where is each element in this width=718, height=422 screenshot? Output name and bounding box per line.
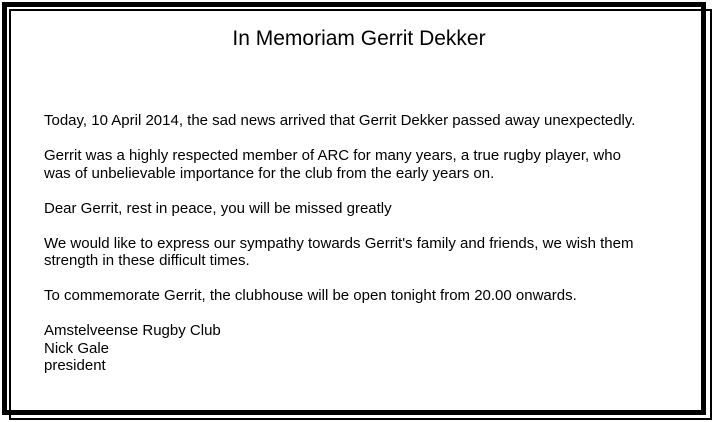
text-line: Today, 10 April 2014, the sad news arrived that Gerrit Dekker passed away unexpectedly. <box>44 112 636 129</box>
paragraph-farewell <box>44 200 688 218</box>
text-line: was of unbelievable importance for the club from the early years on. <box>44 164 495 182</box>
signature-block <box>44 322 688 375</box>
paragraph-announcement <box>44 112 688 130</box>
signature-role: president <box>44 357 106 374</box>
text-line: To commemorate Gerrit, the clubhouse will be open tonight from 20.00 onwards. <box>44 287 577 304</box>
signature-name: Nick Gale <box>44 339 110 357</box>
paragraph-sympathy <box>44 235 688 270</box>
text-line: strength in these difficult times. <box>44 252 250 269</box>
page-title: In Memoriam Gerrit Dekker <box>232 27 486 50</box>
text-line: Dear Gerrit, rest in peace, you will be missed greatly <box>44 199 392 217</box>
paragraph-tribute <box>44 147 688 182</box>
document-body <box>44 112 688 392</box>
signature-organization: Amstelveense Rugby Club <box>44 322 221 339</box>
text-line: Gerrit was a highly respected member of ARC for many years, a true rugby player, who <box>44 147 621 164</box>
paragraph-commemoration <box>44 287 688 305</box>
text-line: We would like to express our sympathy towards Gerrit's family and friends, we wish them <box>44 234 634 252</box>
